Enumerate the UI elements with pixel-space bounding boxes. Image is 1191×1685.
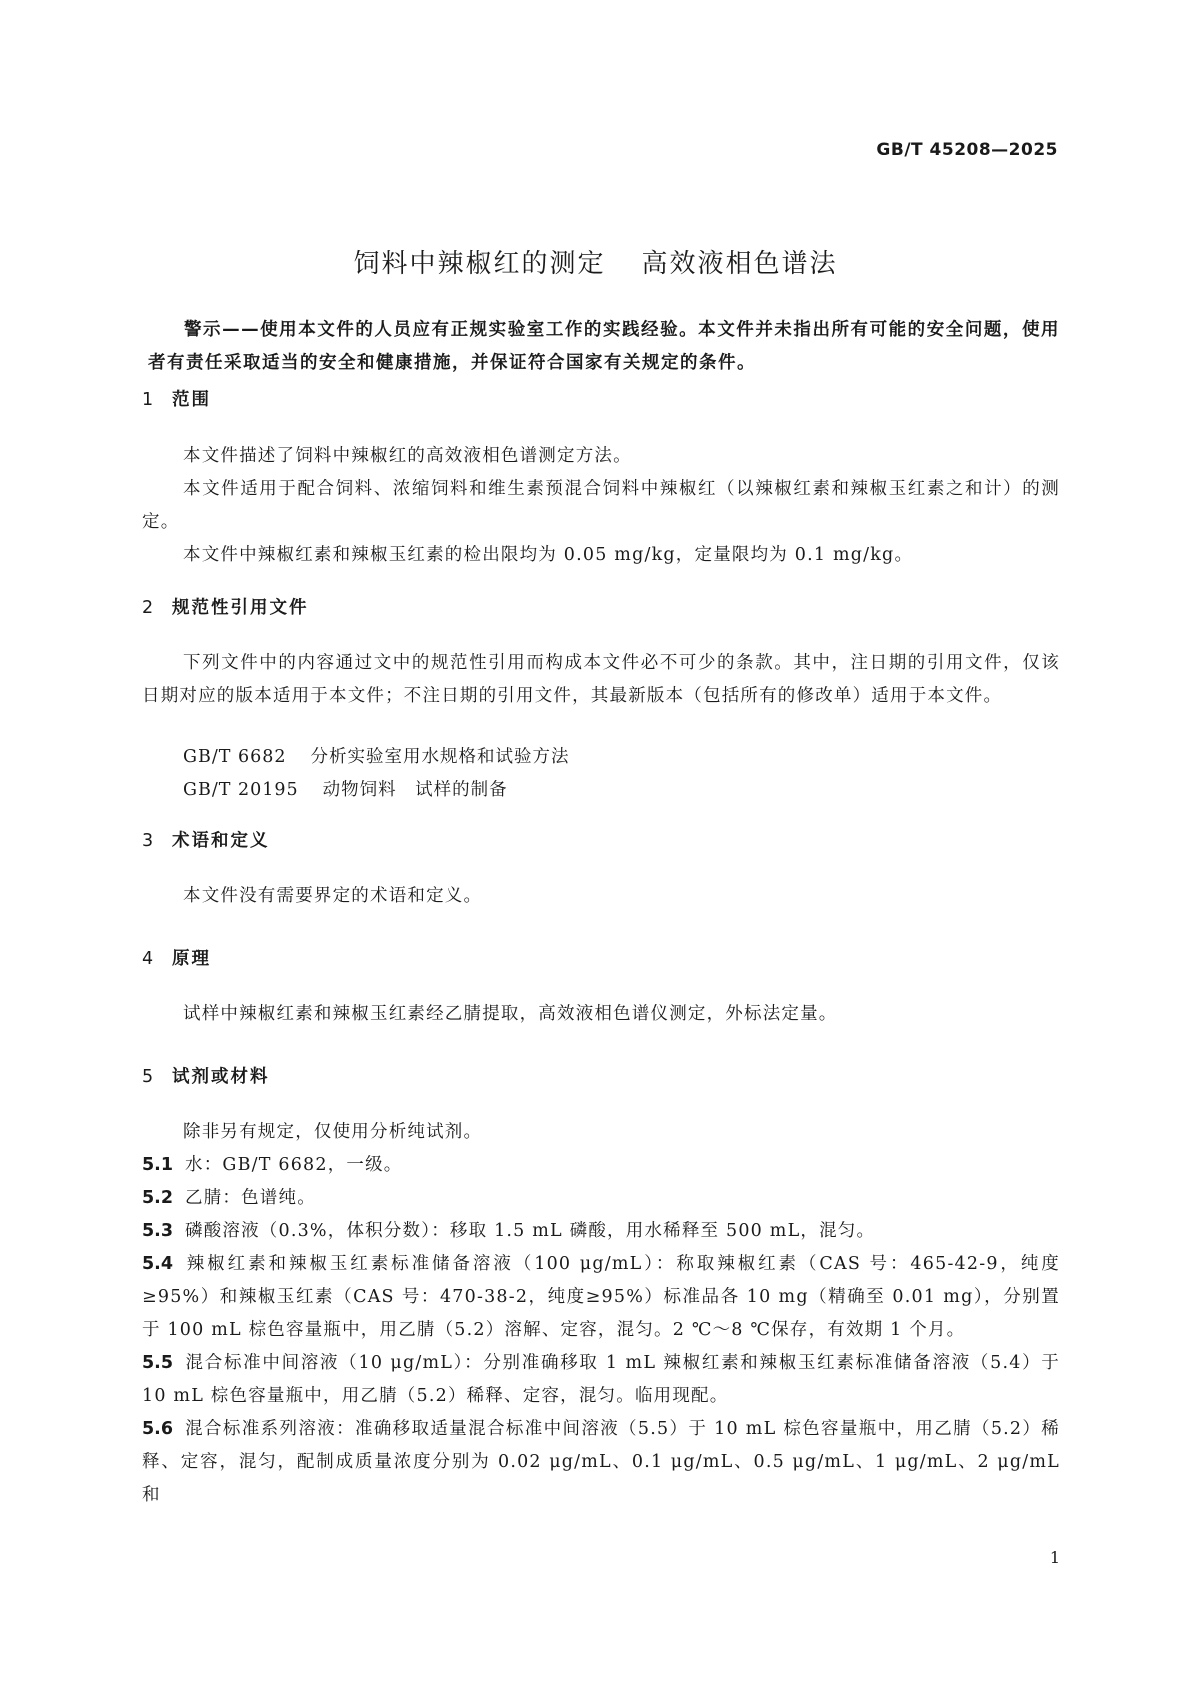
document-title: [0, 243, 1191, 280]
warning-notice: 警示——使用本文件的人员应有正规实验室工作的实践经验。本文件并未指出所有可能的安全问题，使用者有责任采取适当的安全和健康措施，并保证符合国家有关规定的条件。: [148, 320, 1060, 373]
title-part-1: 饲料中辣椒红的测定: [353, 249, 606, 279]
paragraph: 下列文件中的内容通过文中的规范性引用而构成本文件必不可少的条款。其中，注日期的引用文件，仅该日期对应的版本适用于本文件；不注日期的引用文件，其最新版本（包括所有的修改单）适用于本文件。: [142, 653, 1060, 706]
section-1-heading: [142, 386, 211, 411]
section-title: 试剂或材料: [172, 1067, 270, 1087]
section-number: 4: [142, 949, 156, 969]
reference-title: 动物饲料 试样的制备: [322, 780, 508, 800]
normative-reference: [183, 743, 570, 768]
clause-text: 乙腈：色谱纯。: [185, 1188, 316, 1208]
section-4-heading: [142, 945, 211, 970]
normative-reference: [183, 776, 508, 801]
paragraph: 本文件没有需要界定的术语和定义。: [183, 886, 483, 906]
section-5-heading: [142, 1063, 270, 1088]
clause-text: 辣椒红素和辣椒玉红素标准储备溶液（100 μg/mL）：称取辣椒红素（CAS 号：465-42-9，纯度≥95%）和辣椒玉红素（CAS 号：470-38-2，纯度≥95%）标准品各 10 mg（精确至 0.01 mg），分别置于 100 mL 棕色容量瓶中，用乙腈（5.2）溶解、定容，混匀。2 ℃～8 ℃保存，有效期 1 个月。: [142, 1254, 1060, 1340]
paragraph: 本文件中辣椒红素和辣椒玉红素的检出限均为 0.05 mg/kg，定量限均为 0.1 mg/kg。: [183, 545, 914, 565]
paragraph: 本文件描述了饲料中辣椒红的高效液相色谱测定方法。: [183, 446, 632, 466]
section-title: 原理: [172, 949, 211, 969]
clause-5-5: [142, 1347, 1060, 1413]
clause-5-4: [142, 1248, 1060, 1347]
clause-number: 5.4: [142, 1254, 174, 1274]
reference-title: 分析实验室用水规格和试验方法: [310, 747, 570, 767]
clause-number: 5.1: [142, 1155, 174, 1175]
section-number: 3: [142, 831, 156, 851]
section-title: 范围: [172, 390, 211, 410]
clause-text: 水：GB/T 6682，一级。: [185, 1155, 403, 1175]
paragraph: 除非另有规定，仅使用分析纯试剂。: [183, 1122, 483, 1142]
section-title: 术语和定义: [172, 831, 270, 851]
reference-code: GB/T 6682: [183, 747, 287, 767]
page-number: 1: [1049, 1548, 1060, 1567]
clause-5-6: [142, 1413, 1060, 1512]
section-number: 1: [142, 390, 156, 410]
clause-5-2: [142, 1182, 1060, 1215]
title-part-2: 高效液相色谱法: [641, 249, 838, 279]
clause-number: 5.2: [142, 1188, 174, 1208]
clause-5-3: [142, 1215, 1060, 1248]
standard-code: GB/T 45208—2025: [876, 140, 1058, 160]
reference-code: GB/T 20195: [183, 780, 299, 800]
section-3-heading: [142, 827, 270, 852]
clause-text: 混合标准中间溶液（10 μg/mL）：分别准确移取 1 mL 辣椒红素和辣椒玉红素标准储备溶液（5.4）于 10 mL 棕色容量瓶中，用乙腈（5.2）稀释、定容，混匀。临用现配。: [142, 1353, 1060, 1406]
clause-text: 混合标准系列溶液：准确移取适量混合标准中间溶液（5.5）于 10 mL 棕色容量瓶中，用乙腈（5.2）稀释、定容，混匀，配制成质量浓度分别为 0.02 μg/mL、0.1 μg/mL、0.5 μg/mL、1 μg/mL、2 μg/mL 和: [142, 1419, 1060, 1505]
clause-number: 5.5: [142, 1353, 174, 1373]
clause-text: 磷酸溶液（0.3%，体积分数）：移取 1.5 mL 磷酸，用水稀释至 500 mL，混匀。: [185, 1221, 876, 1241]
section-title: 规范性引用文件: [172, 598, 309, 618]
clause-5-1: [142, 1149, 1060, 1182]
paragraph: 试样中辣椒红素和辣椒玉红素经乙腈提取，高效液相色谱仪测定，外标法定量。: [183, 1004, 838, 1024]
clause-number: 5.6: [142, 1419, 174, 1439]
clause-number: 5.3: [142, 1221, 174, 1241]
paragraph: 本文件适用于配合饲料、浓缩饲料和维生素预混合饲料中辣椒红（以辣椒红素和辣椒玉红素之和计）的测定。: [142, 479, 1060, 532]
section-number: 2: [142, 598, 156, 618]
section-2-heading: [142, 594, 309, 619]
section-number: 5: [142, 1067, 156, 1087]
